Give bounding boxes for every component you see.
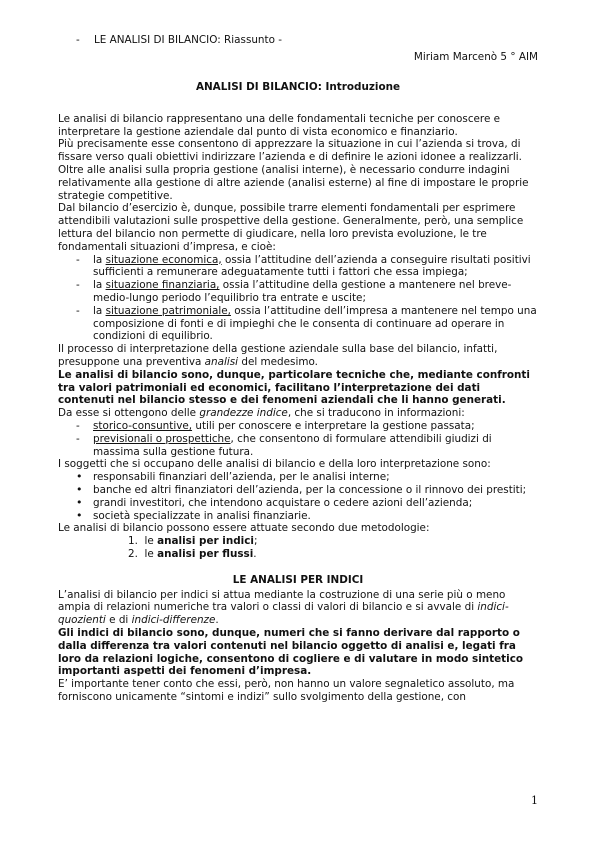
list-item: - storico-consuntive, utili per conoscere e interpretare la gestione passata; — [58, 420, 538, 433]
paragraph: Più precisamente esse consentono di apprezzare la situazione in cui l’azienda si trova, di fissare verso quali obiettivi indirizzare l’azienda e di definire le azioni idonee a realizzarli. — [58, 138, 522, 164]
list-item: 2. le analisi per flussi. — [128, 547, 257, 560]
list-item: - la situazione patrimoniale, ossia l’attitudine dell’impresa a mantenere nel tempo una composizione di fonti e di impieghi che le consenta di continuare ad operare in condizioni di equilibrio. — [58, 305, 538, 343]
paragraph: Il processo di interpretazione della gestione aziendale sulla base del bilancio, infatti, presuppone una preventiva analisi del medesimo. — [58, 343, 498, 368]
section-title-analisi-per-indici: LE ANALISI PER INDICI — [232, 573, 364, 586]
header-title: LE ANALISI DI BILANCIO: Riassunto - — [94, 34, 283, 46]
document-header — [58, 34, 538, 47]
term-situazione-economica: situazione economica, — [105, 253, 222, 266]
paragraph: L’analisi di bilancio per indici si attua mediante la costruzione di una serie più o meno ampia di relazioni numeriche tra valori o classi di valori di bilancio e si avvale di indici-quozienti e di indici-differenze. — [58, 588, 509, 627]
author-line: Miriam Marcenò 5 ° AIM — [413, 51, 538, 63]
situations-list — [58, 254, 538, 344]
list-item: - previsionali o prospettiche, che consentono di formulare attendibili giudizi di massima sulla gestione futura. — [58, 433, 538, 459]
list-item: - la situazione economica, ossia l’attitudine dell’azienda a conseguire risultati positivi sufficienti a remunerare adeguatamente tutti i fattori che essa impiega; — [58, 254, 538, 280]
paragraph: Dal bilancio d’esercizio è, dunque, possibile trarre elementi fondamentali per esprimere attendibili valutazioni sulle prospettive della gestione. Generalmente, però, una semplice lettura del bilancio non permette di giudicare, nella loro prevista evoluzione, le tre fondamentali situazioni d’impresa, e cioè: — [58, 202, 524, 253]
paragraph: Da esse si ottengono delle grandezze indice, che si traducono in informazioni: — [58, 407, 465, 420]
list-item: • grandi investitori, che intendono acquistare o cedere azioni dell’azienda; — [58, 497, 538, 510]
page-number: 1 — [531, 794, 538, 807]
paragraph: I soggetti che si occupano delle analisi di bilancio e della loro interpretazione sono: — [58, 458, 491, 471]
paragraph: Le analisi di bilancio possono essere attuate secondo due metodologie: — [58, 522, 430, 535]
subjects-list — [58, 471, 538, 522]
paragraph: E’ importante tener conto che essi, però, non hanno un valore segnaletico assoluto, ma forniscono unicamente “sintomi e indizi” sullo svolgimento della gestione, con — [58, 678, 515, 704]
term-situazione-patrimoniale: situazione patrimoniale, — [105, 304, 231, 317]
section-title-introduzione: ANALISI DI BILANCIO: Introduzione — [195, 80, 401, 93]
methods-list — [58, 535, 538, 561]
term-situazione-finanziaria: situazione finanziaria, — [105, 279, 220, 292]
list-item: - la situazione finanziaria, ossia l’attitudine della gestione a mantenere nel breve-medio-lungo periodo l’equilibrio tra entrate e uscite; — [58, 279, 538, 305]
list-item: • responsabili finanziari dell’azienda, per le analisi interne; — [58, 471, 538, 484]
paragraph: Le analisi di bilancio rappresentano una delle fondamentali tecniche per conoscere e interpretare la gestione aziendale dal punto di vista economico e finanziario. — [58, 112, 501, 138]
list-item: • banche ed altri finanziatori dell’azienda, per la concessione o il rinnovo dei prestiti; — [58, 484, 538, 497]
definition-paragraph: Le analisi di bilancio sono, dunque, particolare tecniche che, mediante confronti tra valori patrimoniali ed economici, facilitano l’interpretazione dei dati contenuti nel bilancio stesso e dei fenomeni aziendali che li hanno generati. — [58, 368, 530, 407]
list-item: • società specializzate in analisi finanziarie. — [58, 510, 538, 523]
list-item: 1. le analisi per indici; — [128, 535, 258, 548]
information-list — [58, 420, 538, 458]
paragraph: Oltre alle analisi sulla propria gestione (analisi interne), è necessario condurre indagini relativamente alla gestione di altre aziende (analisi esterne) al fine di impostare le proprie strategie competitive. — [58, 163, 529, 202]
definition-paragraph: Gli indici di bilancio sono, dunque, numeri che si fanno derivare dal rapporto o dalla differenza tra valori contenuti nel bilancio oggetto di analisi e, legati fra loro da relazioni logiche, consentono di cogliere e di valutare in modo sintetico importanti aspetti dei fenomeni d’impresa. — [58, 627, 523, 678]
header-dash: - — [76, 34, 80, 46]
